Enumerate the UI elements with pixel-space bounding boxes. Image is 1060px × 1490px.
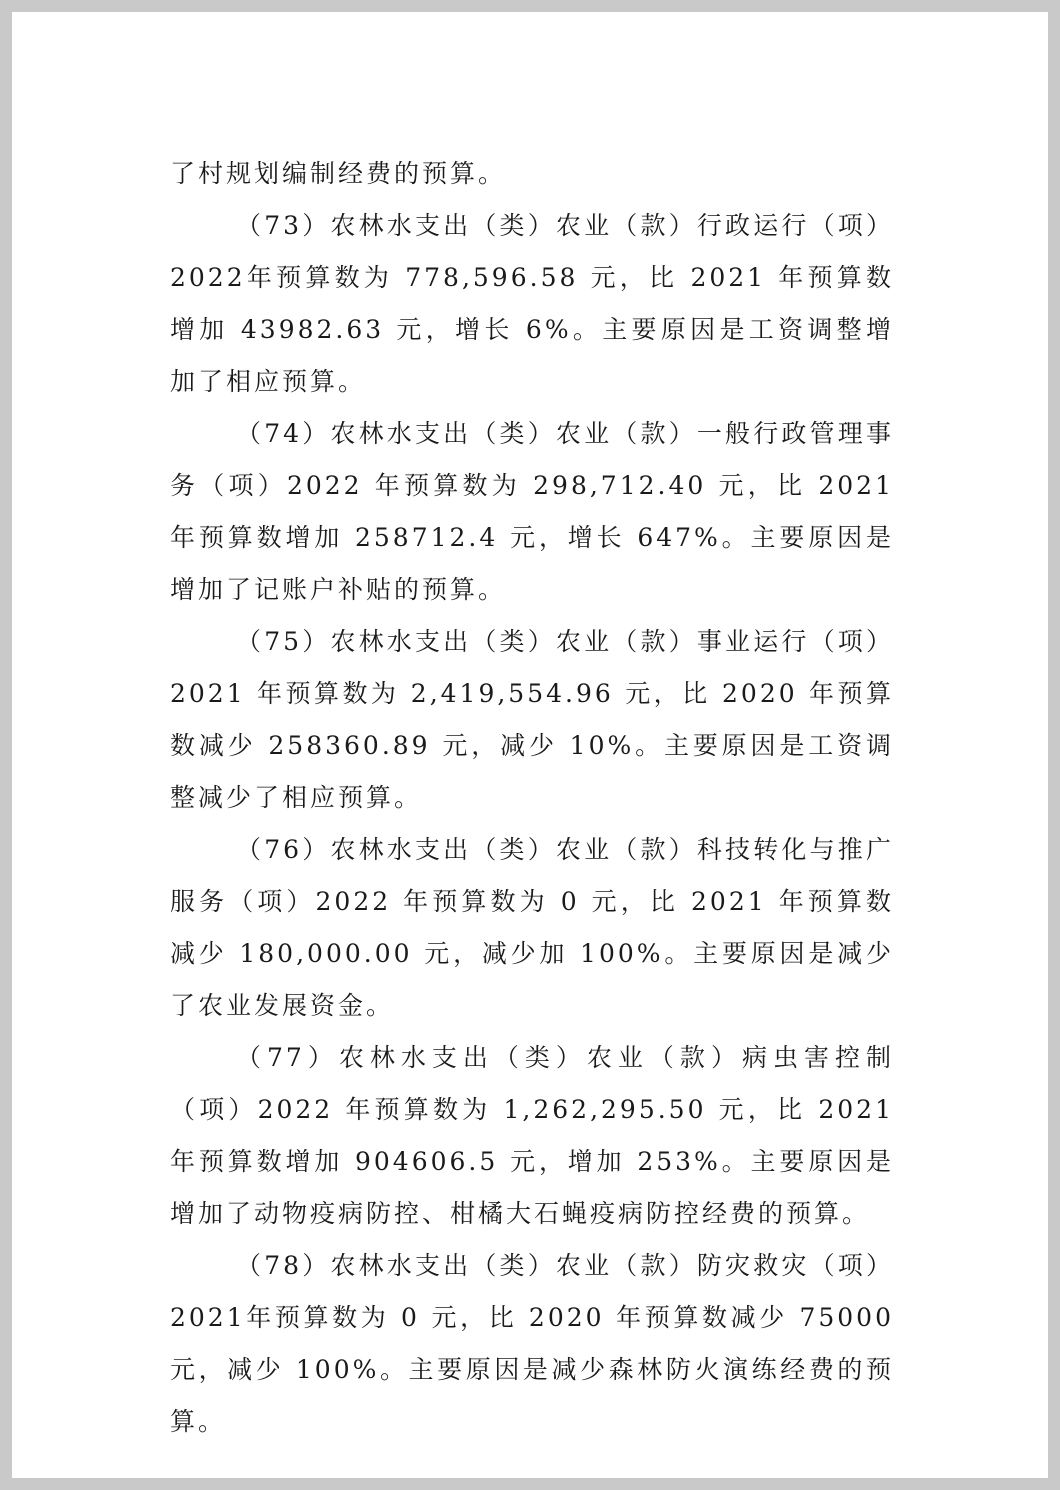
document-body	[170, 148, 894, 1448]
paragraph-continuation: 了村规划编制经费的预算。	[170, 159, 507, 188]
paragraph-73: （73）农林水支出（类）农业（款）行政运行（项）2022年预算数为 778,596.58 元，比 2021 年预算数增加 43982.63 元，增长 6%。主要原因是工资调整增加了相应预算。	[170, 211, 894, 396]
paragraph-76: （76）农林水支出（类）农业（款）科技转化与推广服务（项）2022 年预算数为 0 元，比 2021 年预算数减少 180,000.00 元，减少加 100%。主要原因是减少了农业发展资金。	[170, 835, 894, 1020]
document-page	[12, 12, 1048, 1478]
paragraph-75: （75）农林水支出（类）农业（款）事业运行（项）2021 年预算数为 2,419,554.96 元，比 2020 年预算数减少 258360.89 元，减少 10%。主要原因是工资调整减少了相应预算。	[170, 627, 894, 812]
paragraph-78: （78）农林水支出（类）农业（款）防灾救灾（项）2021年预算数为 0 元，比 2020 年预算数减少 75000 元，减少 100%。主要原因是减少森林防火演练经费的预算。	[170, 1251, 894, 1436]
paragraph-74: （74）农林水支出（类）农业（款）一般行政管理事务（项）2022 年预算数为 298,712.40 元，比 2021 年预算数增加 258712.4 元，增长 647%。主要原因是增加了记账户补贴的预算。	[170, 419, 894, 604]
paragraph-77: （77）农林水支出（类）农业（款）病虫害控制（项）2022 年预算数为 1,262,295.50 元，比 2021 年预算数增加 904606.5 元，增加 253%。主要原因是增加了动物疫病防控、柑橘大石蝇疫病防控经费的预算。	[170, 1043, 894, 1228]
